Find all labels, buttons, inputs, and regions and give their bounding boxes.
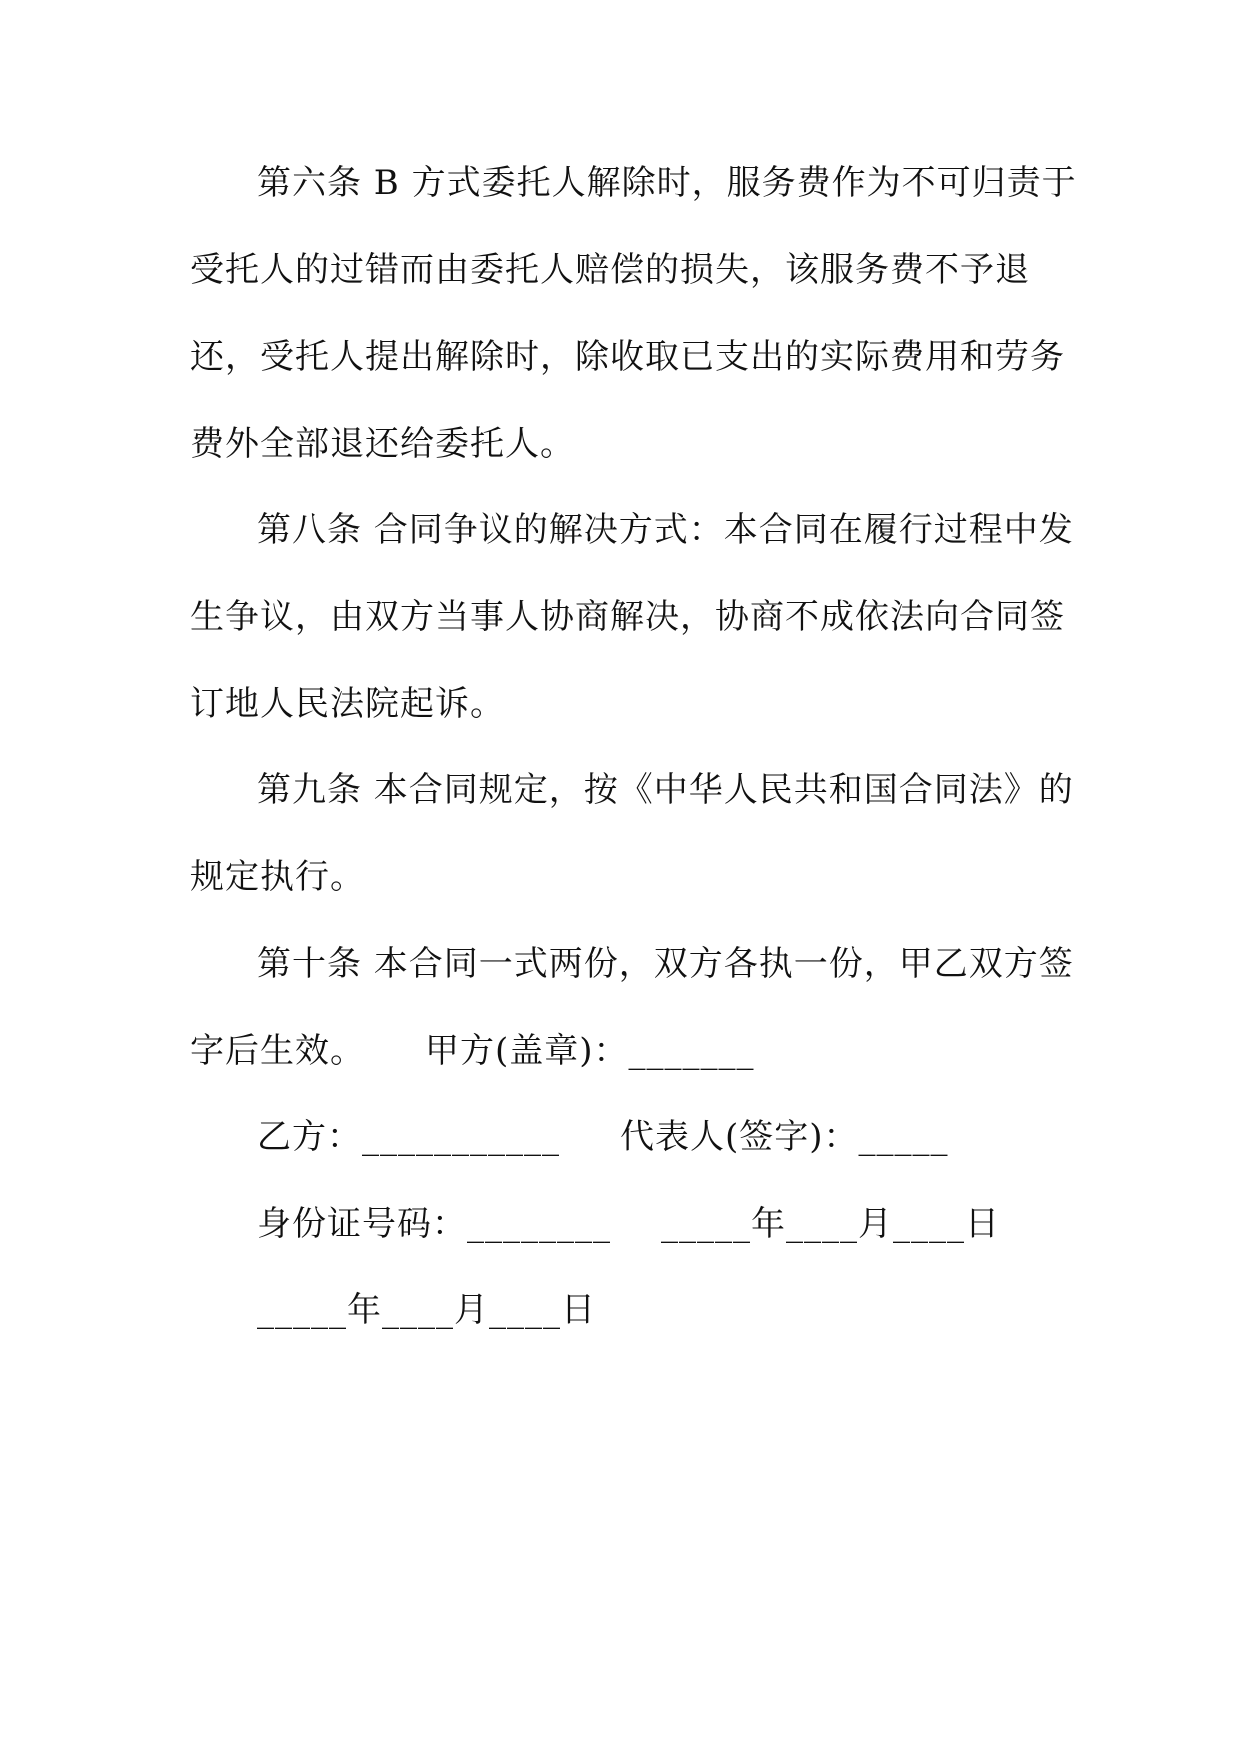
paragraph-line: 受托人的过错而由委托人赔偿的损失，该服务费不予退	[190, 250, 1030, 290]
paragraph-line: 订地人民法院起诉。	[190, 684, 505, 724]
id-number-field: 身份证号码：________	[257, 1204, 611, 1244]
paragraph-line: 规定执行。	[190, 857, 365, 897]
signature-line	[257, 1117, 949, 1157]
representative-signature-field: 代表人(签字)：_____	[620, 1117, 949, 1157]
paragraph-line: 生争议，由双方当事人协商解决，协商不成依法向合同签	[190, 597, 1065, 637]
date-field: _____年____月____日	[661, 1204, 1000, 1244]
paragraph-line: 第六条 B 方式委托人解除时，服务费作为不可归责于	[257, 163, 1077, 203]
party-a-seal-field: 甲方(盖章)：_______	[425, 1031, 755, 1071]
party-b-field: 乙方：___________	[257, 1117, 560, 1157]
paragraph-line: 第八条 合同争议的解决方式：本合同在履行过程中发	[257, 510, 1074, 550]
effective-text: 字后生效。	[190, 1031, 365, 1071]
paragraph-line: 费外全部退还给委托人。	[190, 424, 575, 464]
paragraph-line: 还，受托人提出解除时，除收取已支出的实际费用和劳务	[190, 337, 1065, 377]
date-field: _____年____月____日	[257, 1290, 596, 1330]
paragraph-line: 第十条 本合同一式两份，双方各执一份，甲乙双方签	[257, 944, 1074, 984]
signature-line	[190, 1031, 755, 1071]
paragraph-line: 第九条 本合同规定，按《中华人民共和国合同法》的	[257, 770, 1074, 810]
signature-line	[257, 1204, 1000, 1244]
